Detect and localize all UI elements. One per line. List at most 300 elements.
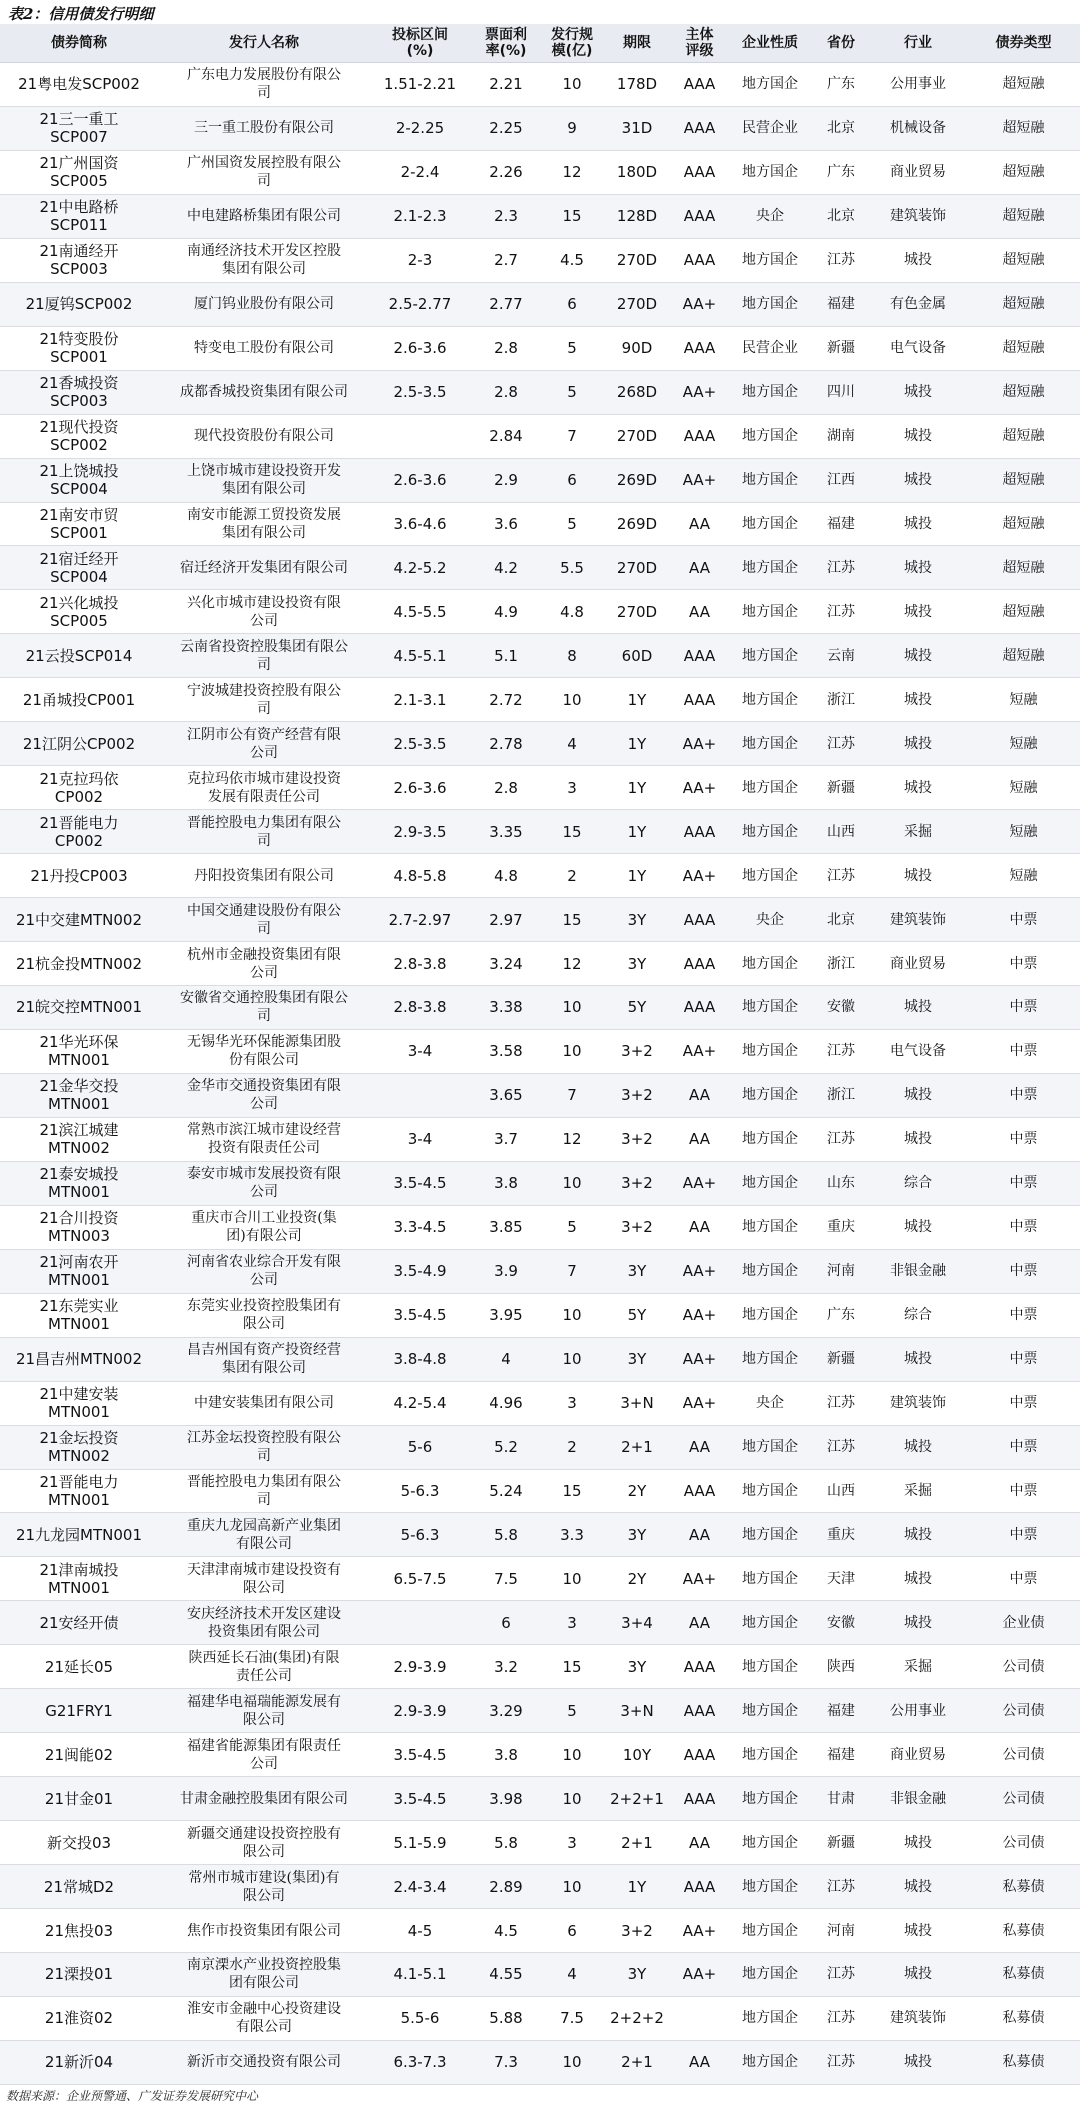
table-row <box>0 195 1080 239</box>
cell-bid-range: 3.3-4.5 <box>393 1218 447 1237</box>
cell-issuer-name: 安庆经济技术开发区建设 投资集团有限公司 <box>187 1605 341 1640</box>
cell-industry: 商业贸易 <box>890 955 946 972</box>
cell-term: 180D <box>616 163 658 182</box>
cell-industry: 电气设备 <box>890 1043 946 1060</box>
cell-industry: 城投 <box>904 1922 932 1939</box>
cell-issuer-name: 杭州市金融投资集团有限 公司 <box>187 946 341 981</box>
cell-enterprise-type: 地方国企 <box>742 735 798 752</box>
cell-industry: 城投 <box>904 2054 932 2071</box>
cell-enterprise-type: 民营企业 <box>742 340 798 357</box>
cell-province: 安徽 <box>827 1614 855 1631</box>
cell-bond-short-name: 21粤电发SCP002 <box>18 75 140 94</box>
cell-term: 2+2+2 <box>610 2009 664 2028</box>
cell-coupon-rate: 6 <box>501 1613 511 1632</box>
cell-issuer-rating: AA <box>689 1086 710 1105</box>
cell-coupon-rate: 2.8 <box>494 339 518 358</box>
cell-province: 江苏 <box>827 2054 855 2071</box>
cell-term: 270D <box>616 558 658 577</box>
cell-industry: 电气设备 <box>890 340 946 357</box>
cell-bond-type: 中票 <box>1009 1526 1038 1543</box>
cell-coupon-rate: 5.8 <box>494 1833 518 1852</box>
cell-term: 10Y <box>622 1745 652 1764</box>
table-row <box>0 986 1080 1030</box>
table-row <box>0 1030 1080 1074</box>
header-bid-range: 投标区间 (%) <box>392 27 448 59</box>
header-province: 省份 <box>827 35 855 51</box>
cell-industry: 城投 <box>904 1131 932 1148</box>
cell-coupon-rate: 3.8 <box>494 1174 518 1193</box>
cell-bond-type: 私募债 <box>1002 2010 1045 2027</box>
cell-bond-short-name: 21南安市贸 SCP001 <box>39 506 119 542</box>
cell-term: 2+2+1 <box>610 1789 664 1808</box>
cell-bond-short-name: 21金坛投资 MTN002 <box>39 1429 119 1466</box>
cell-bid-range: 2.6-3.6 <box>393 471 447 490</box>
cell-issuer-name: 南京溧水产业投资控股集 团有限公司 <box>187 1957 341 1992</box>
cell-province: 江苏 <box>827 735 855 752</box>
table-row <box>0 107 1080 151</box>
cell-bond-short-name: G21FRY1 <box>45 1701 113 1720</box>
cell-bid-range: 6.3-7.3 <box>393 2053 447 2072</box>
cell-bid-range: 4.2-5.2 <box>393 558 447 577</box>
header-industry: 行业 <box>904 35 932 51</box>
cell-enterprise-type: 地方国企 <box>742 384 798 401</box>
cell-province: 重庆 <box>827 1219 855 1236</box>
cell-industry: 建筑装饰 <box>890 1395 946 1412</box>
table-row <box>0 415 1080 459</box>
cell-issue-size: 7 <box>567 427 577 446</box>
cell-issue-size: 6 <box>567 295 577 314</box>
cell-bond-short-name: 21安经开债 <box>39 1613 119 1632</box>
cell-term: 178D <box>616 75 658 94</box>
cell-industry: 城投 <box>904 999 932 1016</box>
cell-issuer-name: 新沂市交通投资有限公司 <box>187 2054 341 2071</box>
cell-province: 江苏 <box>827 1878 855 1895</box>
cell-bid-range: 3.5-4.9 <box>393 1262 447 1281</box>
cell-issuer-rating: AAA <box>683 427 716 446</box>
cell-province: 浙江 <box>827 1087 855 1104</box>
cell-coupon-rate: 2.97 <box>489 910 523 929</box>
cell-bond-short-name: 21丹投CP003 <box>30 866 128 885</box>
cell-coupon-rate: 3.29 <box>489 1701 523 1720</box>
cell-issue-size: 9 <box>567 119 577 138</box>
cell-issuer-name: 上饶市城市建设投资开发 集团有限公司 <box>187 463 341 498</box>
cell-province: 江苏 <box>827 252 855 269</box>
cell-bond-type: 公司债 <box>1002 1658 1045 1675</box>
cell-issuer-rating: AA+ <box>682 471 717 490</box>
cell-coupon-rate: 2.7 <box>494 251 518 270</box>
cell-coupon-rate: 4.2 <box>494 558 518 577</box>
cell-issue-size: 15 <box>562 910 582 929</box>
cell-term: 3Y <box>627 1657 647 1676</box>
table-row <box>0 2041 1080 2085</box>
cell-bond-short-name: 21香城投资 SCP003 <box>39 374 119 411</box>
cell-coupon-rate: 4.8 <box>494 866 518 885</box>
cell-term: 3+2 <box>621 1921 653 1940</box>
cell-issuer-name: 甘肃金融控股集团有限公司 <box>180 1790 348 1807</box>
cell-province: 江苏 <box>827 1966 855 1983</box>
cell-coupon-rate: 2.8 <box>494 383 518 402</box>
cell-issuer-name: 丹阳投资集团有限公司 <box>194 867 334 884</box>
cell-issue-size: 7 <box>567 1086 577 1105</box>
cell-issue-size: 5 <box>567 1218 577 1237</box>
cell-issuer-rating: AAA <box>683 339 716 358</box>
cell-enterprise-type: 地方国企 <box>742 1439 798 1456</box>
cell-bid-range: 2.4-3.4 <box>393 1877 447 1896</box>
cell-bid-range: 2.5-2.77 <box>388 295 452 314</box>
cell-coupon-rate: 5.88 <box>489 2009 523 2028</box>
cell-coupon-rate: 3.24 <box>489 954 523 973</box>
cell-bond-short-name: 21甘金01 <box>44 1789 114 1808</box>
cell-coupon-rate: 2.89 <box>489 1877 523 1896</box>
cell-province: 江苏 <box>827 1439 855 1456</box>
cell-coupon-rate: 5.24 <box>489 1481 523 1500</box>
cell-issuer-rating: AAA <box>683 163 716 182</box>
cell-bond-short-name: 21溧投01 <box>44 1965 114 1984</box>
cell-bid-range: 3.8-4.8 <box>393 1350 447 1369</box>
cell-bond-short-name: 21三一重工 SCP007 <box>39 110 119 147</box>
table-row <box>0 1206 1080 1250</box>
cell-bid-range: 2.9-3.5 <box>393 822 447 841</box>
cell-issue-size: 10 <box>562 998 582 1017</box>
cell-bond-type: 中票 <box>1009 1395 1038 1412</box>
cell-term: 3+N <box>620 1394 654 1413</box>
cell-coupon-rate: 3.58 <box>489 1042 523 1061</box>
cell-coupon-rate: 3.65 <box>489 1086 523 1105</box>
cell-issue-size: 15 <box>562 207 582 226</box>
cell-bid-range: 2.6-3.6 <box>393 778 447 797</box>
cell-industry: 城投 <box>904 1351 932 1368</box>
cell-coupon-rate: 2.8 <box>494 778 518 797</box>
cell-issuer-name: 重庆市合川工业投资(集 团)有限公司 <box>191 1210 337 1245</box>
cell-bid-range: 2.8-3.8 <box>393 954 447 973</box>
cell-issuer-rating: AA+ <box>682 1262 717 1281</box>
cell-issuer-name: 成都香城投资集团有限公司 <box>180 384 348 401</box>
cell-issuer-name: 江苏金坛投资控股有限公 司 <box>187 1430 341 1465</box>
cell-term: 3+2 <box>621 1174 653 1193</box>
cell-enterprise-type: 地方国企 <box>742 76 798 93</box>
cell-bond-short-name: 21常城D2 <box>43 1877 115 1896</box>
cell-coupon-rate: 3.6 <box>494 515 518 533</box>
cell-bond-short-name: 21中建安装 MTN001 <box>39 1385 119 1422</box>
table-body <box>0 63 1080 2085</box>
cell-bond-type: 中票 <box>1009 1219 1038 1236</box>
cell-term: 3Y <box>627 954 647 973</box>
cell-province: 广东 <box>827 76 855 93</box>
cell-issue-size: 10 <box>562 75 582 94</box>
cell-industry: 公用事业 <box>890 1702 946 1719</box>
cell-issuer-name: 广东电力发展股份有限公 司 <box>187 67 341 102</box>
cell-bond-short-name: 21晋能电力 MTN001 <box>39 1472 119 1509</box>
cell-issuer-rating: AAA <box>683 1481 716 1500</box>
cell-industry: 城投 <box>904 603 932 620</box>
cell-province: 浙江 <box>827 691 855 708</box>
cell-term: 3+N <box>620 1701 654 1720</box>
table-row <box>0 854 1080 898</box>
cell-province: 山西 <box>827 823 855 840</box>
cell-issuer-name: 福建华电福瑞能源发展有 限公司 <box>187 1693 341 1728</box>
cell-industry: 有色金属 <box>890 296 946 313</box>
cell-industry: 公用事业 <box>890 76 946 93</box>
cell-province: 云南 <box>827 647 855 664</box>
table-row <box>0 151 1080 195</box>
cell-enterprise-type: 央企 <box>756 1395 784 1412</box>
cell-province: 四川 <box>827 384 855 401</box>
cell-bid-range: 2.1-2.3 <box>393 207 447 226</box>
cell-industry: 城投 <box>904 867 932 884</box>
cell-enterprise-type: 地方国企 <box>742 1482 798 1499</box>
cell-coupon-rate: 4 <box>501 1350 511 1369</box>
header-bond-short-name: 债券简称 <box>51 35 107 51</box>
cell-industry: 采掘 <box>904 823 932 840</box>
cell-coupon-rate: 3.95 <box>489 1306 523 1325</box>
cell-issue-size: 3 <box>567 1833 577 1852</box>
table-title: 表2：信用债发行明细 <box>8 5 154 23</box>
cell-enterprise-type: 央企 <box>756 208 784 225</box>
cell-issuer-rating: AAA <box>683 1877 716 1896</box>
cell-industry: 城投 <box>904 1439 932 1456</box>
cell-term: 1Y <box>627 822 647 841</box>
cell-bond-type: 企业债 <box>1002 1614 1045 1631</box>
cell-industry: 城投 <box>904 735 932 752</box>
cell-issue-size: 6 <box>567 471 577 490</box>
cell-term: 90D <box>621 339 653 358</box>
table-row <box>0 371 1080 415</box>
cell-issuer-name: 陕西延长石油(集团)有限 责任公司 <box>188 1649 340 1684</box>
cell-industry: 建筑装饰 <box>890 911 946 928</box>
cell-bond-type: 超短融 <box>1002 340 1045 357</box>
cell-bond-type: 中票 <box>1009 1043 1038 1060</box>
cell-coupon-rate: 5.2 <box>494 1438 518 1457</box>
cell-province: 河南 <box>827 1922 855 1939</box>
table-row <box>0 1162 1080 1206</box>
cell-term: 270D <box>616 251 658 270</box>
cell-bond-type: 超短融 <box>1002 76 1045 93</box>
cell-issuer-rating: AA+ <box>682 1042 717 1061</box>
cell-term: 3+2 <box>621 1130 653 1149</box>
cell-bond-type: 中票 <box>1009 1307 1038 1324</box>
table-row <box>0 239 1080 283</box>
cell-bond-short-name: 21江阴公CP002 <box>22 734 136 753</box>
cell-bond-type: 超短融 <box>1002 516 1045 532</box>
cell-issuer-rating: AA+ <box>682 1174 717 1193</box>
cell-issue-size: 7 <box>567 1262 577 1281</box>
cell-issuer-name: 东莞实业投资控股集团有 限公司 <box>187 1298 341 1333</box>
cell-bid-range: 2-2.25 <box>395 119 445 138</box>
cell-term: 268D <box>616 383 658 402</box>
cell-issuer-rating: AAA <box>683 690 716 709</box>
table-row <box>0 1074 1080 1118</box>
table-row <box>0 1865 1080 1909</box>
cell-bond-short-name: 21昌吉州MTN002 <box>15 1350 143 1369</box>
cell-province: 北京 <box>827 911 855 928</box>
cell-enterprise-type: 地方国企 <box>742 647 798 664</box>
cell-issuer-name: 现代投资股份有限公司 <box>194 428 334 445</box>
cell-issue-size: 6 <box>567 1921 577 1940</box>
cell-bond-short-name: 21广州国资 SCP005 <box>39 154 119 191</box>
cell-issue-size: 15 <box>562 822 582 841</box>
cell-issue-size: 15 <box>562 1481 582 1500</box>
cell-enterprise-type: 地方国企 <box>742 1307 798 1324</box>
cell-province: 江苏 <box>827 559 855 576</box>
cell-issue-size: 10 <box>562 1174 582 1193</box>
cell-issuer-name: 南通经济技术开发区控股 集团有限公司 <box>187 243 341 278</box>
cell-issuer-rating: AA+ <box>682 1394 717 1413</box>
cell-bond-type: 短融 <box>1009 779 1038 796</box>
cell-bond-type: 私募债 <box>1002 2054 1045 2071</box>
cell-bid-range: 2.9-3.9 <box>393 1657 447 1676</box>
cell-issue-size: 3 <box>567 778 577 797</box>
cell-term: 3+2 <box>621 1218 653 1237</box>
cell-bid-range: 3-4 <box>407 1130 433 1149</box>
cell-bid-range <box>370 1601 470 1644</box>
cell-enterprise-type: 地方国企 <box>742 779 798 796</box>
cell-bond-type: 中票 <box>1009 1263 1038 1280</box>
cell-bid-range: 3.6-4.6 <box>393 515 447 533</box>
cell-issuer-name: 河南省农业综合开发有限 公司 <box>187 1254 341 1289</box>
cell-enterprise-type: 地方国企 <box>742 1087 798 1104</box>
cell-coupon-rate: 4.55 <box>489 1965 523 1984</box>
cell-issuer-rating: AA <box>689 1833 710 1852</box>
cell-term: 269D <box>616 515 658 533</box>
cell-issuer-name: 中建安装集团有限公司 <box>194 1395 334 1412</box>
cell-term: 1Y <box>627 690 647 709</box>
cell-province: 天津 <box>827 1570 855 1587</box>
cell-bond-short-name: 21淮资02 <box>44 2009 114 2028</box>
cell-issuer-name: 克拉玛依市城市建设投资 发展有限责任公司 <box>187 770 341 805</box>
cell-enterprise-type: 地方国企 <box>742 1043 798 1060</box>
cell-term: 2Y <box>627 1569 647 1588</box>
cell-issuer-name: 江阴市公有资产经营有限 公司 <box>187 726 341 761</box>
cell-issuer-rating: AA+ <box>682 383 717 402</box>
cell-issue-size: 10 <box>562 1745 582 1764</box>
table-row <box>0 546 1080 590</box>
table-row <box>0 1382 1080 1426</box>
cell-issue-size: 5 <box>567 515 577 533</box>
cell-bond-short-name: 21焦投03 <box>44 1921 114 1940</box>
cell-issue-size: 10 <box>562 1350 582 1369</box>
cell-enterprise-type: 地方国企 <box>742 1219 798 1236</box>
table-row <box>0 1689 1080 1733</box>
cell-issuer-rating: AAA <box>683 207 716 226</box>
cell-province: 安徽 <box>827 999 855 1016</box>
data-source-note: 数据来源：企业预警通、广发证券发展研究中心 <box>6 2089 259 2103</box>
cell-bond-short-name: 21东莞实业 MTN001 <box>39 1297 119 1334</box>
cell-bond-type: 超短融 <box>1002 164 1045 181</box>
cell-bond-short-name: 21金华交投 MTN001 <box>39 1077 119 1114</box>
cell-bid-range: 2.9-3.9 <box>393 1701 447 1720</box>
cell-bid-range: 4-5 <box>407 1921 433 1940</box>
cell-bond-type: 超短融 <box>1002 559 1045 576</box>
cell-coupon-rate: 3.38 <box>489 998 523 1017</box>
cell-issuer-name: 特变电工股份有限公司 <box>194 340 334 357</box>
cell-issue-size: 10 <box>562 1306 582 1325</box>
cell-enterprise-type: 地方国企 <box>742 1131 798 1148</box>
table-row <box>0 1601 1080 1645</box>
cell-industry: 综合 <box>904 1307 932 1324</box>
cell-bond-short-name: 21厦钨SCP002 <box>25 295 133 314</box>
cell-issue-size: 3.3 <box>560 1525 584 1544</box>
cell-issuer-rating: AA <box>689 602 710 621</box>
cell-issue-size: 10 <box>562 690 582 709</box>
table-row <box>0 1338 1080 1382</box>
cell-coupon-rate: 4.9 <box>494 602 518 621</box>
cell-issuer-rating: AAA <box>683 1701 716 1720</box>
cell-bid-range: 5.5-6 <box>400 2009 440 2028</box>
cell-bid-range: 5-6.3 <box>400 1525 440 1544</box>
cell-issuer-name: 安徽省交通控股集团有限公 司 <box>180 990 348 1025</box>
header-issuer-name: 发行人名称 <box>229 35 299 51</box>
cell-bond-type: 中票 <box>1009 955 1038 972</box>
cell-province: 甘肃 <box>827 1790 855 1807</box>
cell-term: 1Y <box>627 1877 647 1896</box>
cell-enterprise-type: 地方国企 <box>742 516 798 532</box>
cell-province: 新疆 <box>827 1834 855 1851</box>
cell-enterprise-type: 地方国企 <box>742 691 798 708</box>
cell-bond-type: 中票 <box>1009 911 1038 928</box>
cell-industry: 城投 <box>904 428 932 445</box>
cell-issuer-rating: AA <box>689 558 710 577</box>
cell-bid-range: 3.5-4.5 <box>393 1745 447 1764</box>
cell-bond-short-name: 21延长05 <box>44 1657 114 1676</box>
cell-bond-short-name: 21合川投资 MTN003 <box>39 1209 119 1246</box>
cell-province: 山西 <box>827 1482 855 1499</box>
cell-enterprise-type: 地方国企 <box>742 1175 798 1192</box>
cell-issuer-name: 泰安市城市发展投资有限 公司 <box>187 1166 341 1201</box>
cell-issuer-name: 常熟市滨江城市建设经营 投资有限责任公司 <box>187 1122 341 1157</box>
cell-term: 1Y <box>627 734 647 753</box>
cell-bond-type: 公司债 <box>1002 1790 1045 1807</box>
cell-province: 江西 <box>827 472 855 489</box>
cell-province: 新疆 <box>827 779 855 796</box>
cell-issuer-rating: AAA <box>683 1745 716 1764</box>
cell-issuer-rating: AA <box>689 515 710 533</box>
header-enterprise-type: 企业性质 <box>742 35 798 51</box>
cell-bid-range: 4.1-5.1 <box>393 1965 447 1984</box>
cell-enterprise-type: 地方国企 <box>742 472 798 489</box>
table-row <box>0 503 1080 547</box>
cell-enterprise-type: 地方国企 <box>742 867 798 884</box>
cell-issuer-rating: AA <box>689 1525 710 1544</box>
cell-issuer-name: 宁波城建投资控股有限公 司 <box>187 682 341 717</box>
cell-province: 江苏 <box>827 1043 855 1060</box>
cell-term: 3+2 <box>621 1042 653 1061</box>
cell-term: 3Y <box>627 1350 647 1369</box>
cell-coupon-rate: 2.21 <box>489 75 523 94</box>
cell-coupon-rate: 3.85 <box>489 1218 523 1237</box>
cell-term: 270D <box>616 602 658 621</box>
cell-issue-size: 5 <box>567 339 577 358</box>
cell-issuer-name: 南安市能源工贸投资发展 集团有限公司 <box>187 507 341 541</box>
cell-issuer-name: 兴化市城市建设投资有限 公司 <box>187 594 341 629</box>
cell-issuer-name: 晋能控股电力集团有限公 司 <box>187 1473 341 1508</box>
cell-industry: 城投 <box>904 252 932 269</box>
cell-term: 2Y <box>627 1481 647 1500</box>
cell-province: 陕西 <box>827 1658 855 1675</box>
cell-bid-range: 5-6.3 <box>400 1481 440 1500</box>
cell-issuer-rating: AAA <box>683 251 716 270</box>
table-row <box>0 766 1080 810</box>
cell-enterprise-type: 地方国企 <box>742 1658 798 1675</box>
cell-issue-size: 4.8 <box>560 602 584 621</box>
cell-bid-range: 3.5-4.5 <box>393 1174 447 1193</box>
table-row <box>0 1118 1080 1162</box>
cell-industry: 城投 <box>904 1614 932 1631</box>
cell-coupon-rate: 5.1 <box>494 646 518 665</box>
cell-province: 福建 <box>827 516 855 532</box>
cell-term: 270D <box>616 295 658 314</box>
cell-industry: 城投 <box>904 1526 932 1543</box>
cell-term: 3+4 <box>621 1613 653 1632</box>
